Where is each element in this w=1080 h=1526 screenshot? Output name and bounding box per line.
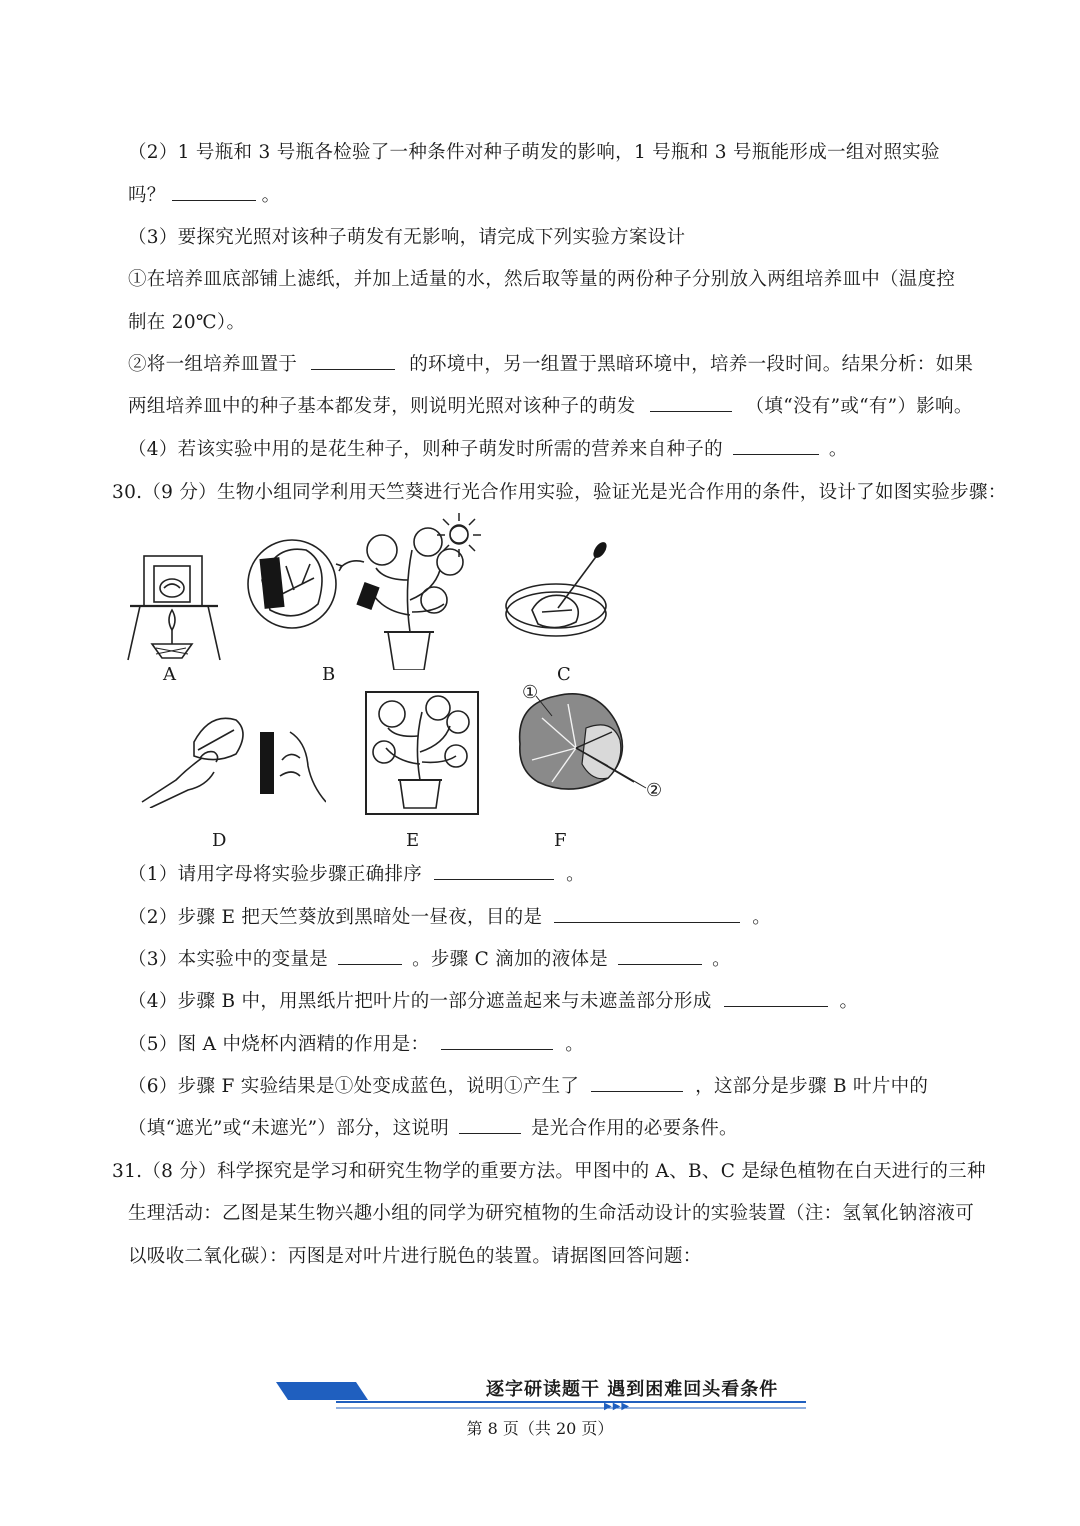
q30-part1 xyxy=(128,860,585,886)
figure-e-dark-treatment xyxy=(364,690,480,816)
q30-part6-end: 是光合作用的必要条件。 xyxy=(531,1118,738,1139)
q30-part6-hint: （填“遮光”或“未遮光”）部分，这说明 xyxy=(128,1118,450,1139)
figure-label-e: E xyxy=(406,830,420,851)
answer-blank-q30-5[interactable] xyxy=(441,1033,553,1050)
q29-part2-end: 。 xyxy=(261,185,281,206)
q30-part1-end: 。 xyxy=(566,864,585,885)
q29-step2-post: 的环境中，另一组置于黑暗环境中，培养一段时间。结果分析：如果 xyxy=(409,354,974,375)
footer-slogan: 逐字研读题干 遇到困难回头看条件 xyxy=(486,1379,779,1400)
answer-blank-q30-1[interactable] xyxy=(434,863,554,880)
answer-blank-q30-3b[interactable] xyxy=(618,948,702,965)
q30-part3-mid: 。步骤 C 滴加的液体是 xyxy=(412,949,609,970)
q30-part6-line1 xyxy=(128,1072,928,1098)
figure-marker-1: ① xyxy=(522,682,539,703)
q30-part3-text: （3）本实验中的变量是 xyxy=(128,949,329,970)
q30-part5 xyxy=(128,1030,584,1056)
q29-step2-hint: （填“没有”或“有”）影响。 xyxy=(745,396,973,417)
q29-step1-line2: 制在 20℃）。 xyxy=(128,312,246,333)
figure-label-f: F xyxy=(554,830,567,851)
q29-step1-line1: ①在培养皿底部铺上滤纸，并加上适量的水，然后取等量的两份种子分别放入两组培养皿中（温度控 xyxy=(128,269,956,290)
q29-part4-text: （4）若该实验中用的是花生种子，则种子萌发时所需的营养来自种子的 xyxy=(128,439,723,460)
q30-part1-text: （1）请用字母将实验步骤正确排序 xyxy=(128,864,423,885)
figure-label-d: D xyxy=(212,830,227,851)
figure-d-remove-paper xyxy=(140,702,326,808)
q31-stem-line1: 31.（8 分）科学探究是学习和研究生物学的重要方法。甲图中的 A、B、C 是绿色植物在白天进行的三种 xyxy=(112,1161,986,1182)
q29-part2-line2 xyxy=(128,181,280,207)
q30-part5-end: 。 xyxy=(565,1034,585,1055)
q30-part2-text: （2）步骤 E 把天竺葵放到黑暗处一昼夜，目的是 xyxy=(128,907,543,928)
q30-part6-post: ，这部分是步骤 B 叶片中的 xyxy=(695,1076,929,1097)
answer-blank-q30-2[interactable] xyxy=(554,906,740,923)
answer-blank-q30-6b[interactable] xyxy=(459,1117,521,1134)
figure-label-b: B xyxy=(322,664,336,685)
q31-stem-line2: 生理活动：乙图是某生物兴趣小组的同学为研究植物的生命活动设计的实验装置（注：氢氧化钠溶液可 xyxy=(128,1203,975,1224)
q31-stem-line3: 以吸收二氧化碳）：丙图是对叶片进行脱色的装置。请据图回答问题： xyxy=(128,1246,702,1267)
q30-part4 xyxy=(128,987,858,1013)
q30-part3-end: 。 xyxy=(712,949,731,970)
answer-blank-q29-effect[interactable] xyxy=(650,395,732,412)
answer-blank-q30-6a[interactable] xyxy=(591,1075,683,1092)
q30-part4-text: （4）步骤 B 中，用黑纸片把叶片的一部分遮盖起来与未遮盖部分形成 xyxy=(128,991,712,1012)
q29-part2-text: 吗？ xyxy=(128,185,166,206)
answer-blank-q29-light[interactable] xyxy=(311,353,395,370)
q30-part5-text: （5）图 A 中烧杯内酒精的作用是： xyxy=(128,1034,430,1055)
footer-arrows-icon: ▶▶▶ xyxy=(604,1401,631,1412)
q29-step2-line1 xyxy=(128,350,973,376)
q29-step2-pre: ②将一组培养皿置于 xyxy=(128,354,298,375)
q30-part3 xyxy=(128,945,731,971)
q29-part4-end: 。 xyxy=(828,439,848,460)
figure-label-a: A xyxy=(163,664,176,685)
figure-c-iodine-drop xyxy=(502,540,614,646)
answer-blank-q29-2[interactable] xyxy=(172,184,256,201)
q29-step2-result: 两组培养皿中的种子基本都发芽，则说明光照对该种子的萌发 xyxy=(128,396,636,417)
q30-part6-line2 xyxy=(128,1114,738,1140)
sun-icon xyxy=(434,510,484,560)
page-number: 第 8 页（共 20 页） xyxy=(466,1419,614,1438)
figure-label-c: C xyxy=(557,664,571,685)
q30-part4-end: 。 xyxy=(839,991,859,1012)
answer-blank-q30-4[interactable] xyxy=(724,990,828,1007)
answer-blank-q29-4[interactable] xyxy=(733,438,819,455)
figure-a-water-bath xyxy=(126,548,222,662)
q30-part2-end: 。 xyxy=(752,907,772,928)
figure-marker-2: ② xyxy=(646,780,663,801)
q30-stem: 30.（9 分）生物小组同学利用天竺葵进行光合作用实验，验证光是光合作用的条件，设计了如图实验步骤： xyxy=(112,482,1007,503)
q29-part4 xyxy=(128,435,848,461)
q30-part2 xyxy=(128,903,771,929)
q29-part2-line1: （2）1 号瓶和 3 号瓶各检验了一种条件对种子萌发的影响，1 号瓶和 3 号瓶能形成一组对照实验 xyxy=(128,142,940,163)
answer-blank-q30-3a[interactable] xyxy=(338,948,402,965)
q29-part3-intro: （3）要探究光照对该种子萌发有无影响，请完成下列实验方案设计 xyxy=(128,227,686,248)
q29-step2-line2 xyxy=(128,392,973,418)
q30-part6-text: （6）步骤 F 实验结果是①处变成蓝色，说明①产生了 xyxy=(128,1076,580,1097)
